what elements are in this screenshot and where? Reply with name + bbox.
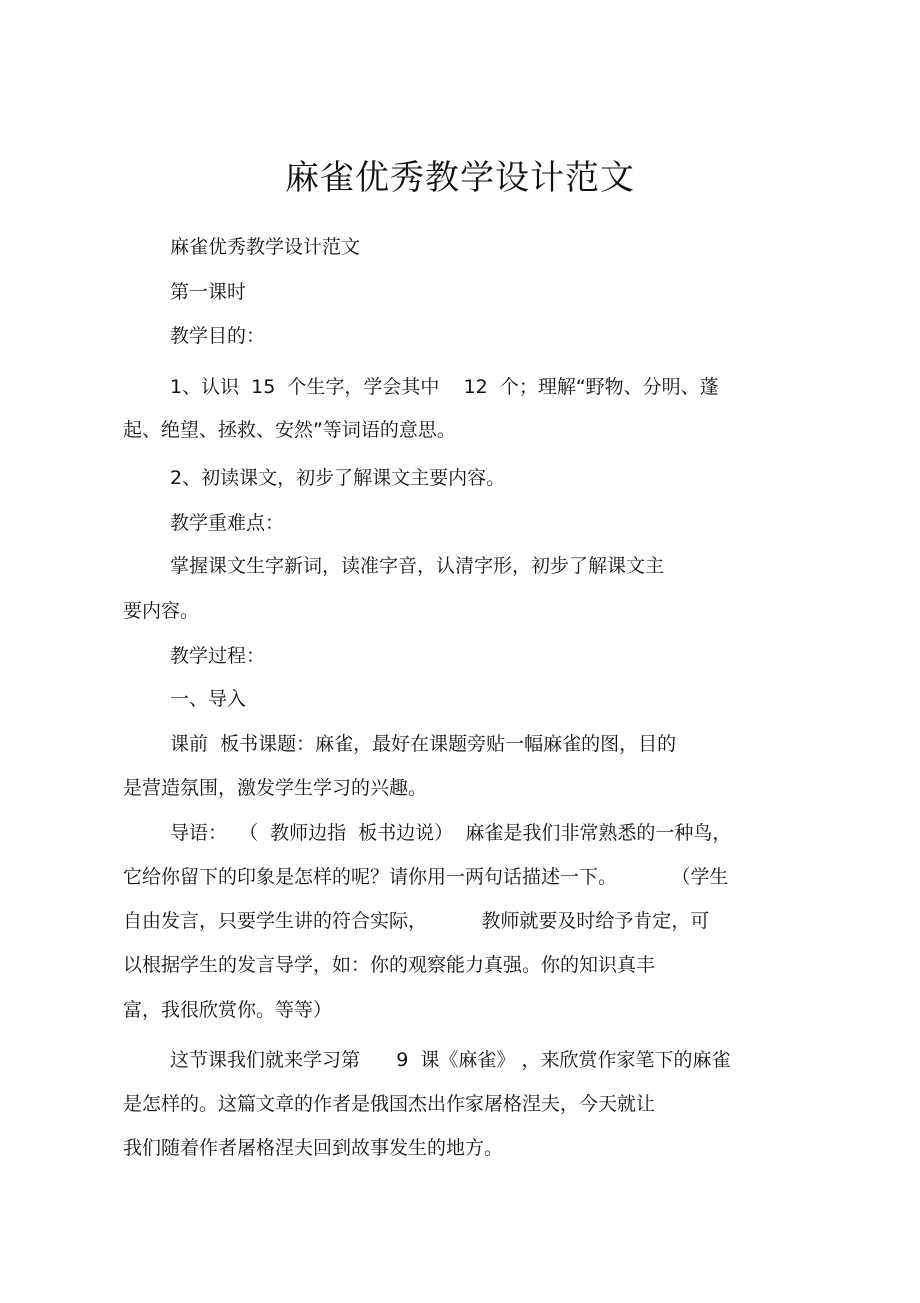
document-title: 麻雀优秀教学设计范文 bbox=[285, 158, 635, 198]
paragraph-subtitle: 麻雀优秀教学设计范文 bbox=[170, 236, 361, 258]
heading-teaching-goals: 教学目的： bbox=[170, 325, 266, 347]
heading-introduction: 一、导入 bbox=[170, 688, 247, 710]
paragraph-intro-speech-line-1: 导语： （ 教师边指 板书边说） 麻雀是我们非常熟悉的一种鸟， bbox=[170, 822, 732, 844]
paragraph-difficulties-line-2: 要内容。 bbox=[123, 600, 200, 622]
paragraph-lesson-line-3: 我们随着作者屠格涅夫回到故事发生的地方。 bbox=[123, 1137, 504, 1159]
paragraph-board-line-2: 是营造氛围，激发学生学习的兴趣。 bbox=[123, 777, 428, 799]
paragraph-goal-2: 2、初读课文，初步了解课文主要内容。 bbox=[170, 467, 506, 489]
paragraph-goal-1-line-1: 1、认识 15 个生字，学会其中 12 个；理解“野物、分明、蓬 bbox=[170, 376, 719, 398]
paragraph-goal-1-line-2: 起、绝望、拯救、安然”等词语的意思。 bbox=[123, 419, 456, 441]
paragraph-lesson-period: 第一课时 bbox=[170, 281, 247, 303]
paragraph-intro-speech-line-5: 富，我很欣赏你。等等） bbox=[123, 999, 333, 1021]
paragraph-board-line-1: 课前 板书课题：麻雀，最好在课题旁贴一幅麻雀的图，目的 bbox=[170, 733, 677, 755]
paragraph-intro-speech-line-4: 以根据学生的发言导学，如：你的观察能力真强。你的知识真丰 bbox=[123, 954, 656, 976]
paragraph-intro-speech-line-3: 自由发言，只要学生讲的符合实际， 教师就要及时给予肯定，可 bbox=[123, 910, 710, 932]
paragraph-lesson-line-1: 这节课我们就来学习第 9 课《麻雀》 ，来欣赏作家笔下的麻雀 bbox=[170, 1049, 731, 1071]
heading-key-difficulties: 教学重难点： bbox=[170, 512, 285, 534]
paragraph-lesson-line-2: 是怎样的。这篇文章的作者是俄国杰出作家屠格涅夫，今天就让 bbox=[123, 1093, 656, 1115]
heading-teaching-process: 教学过程： bbox=[170, 645, 266, 667]
paragraph-difficulties-line-1: 掌握课文生字新词，读准字音，认清字形，初步了解课文主 bbox=[170, 555, 665, 577]
paragraph-intro-speech-line-2: 它给你留下的印象是怎样的呢？请你用一两句话描述一下。 （学生 bbox=[123, 866, 729, 888]
